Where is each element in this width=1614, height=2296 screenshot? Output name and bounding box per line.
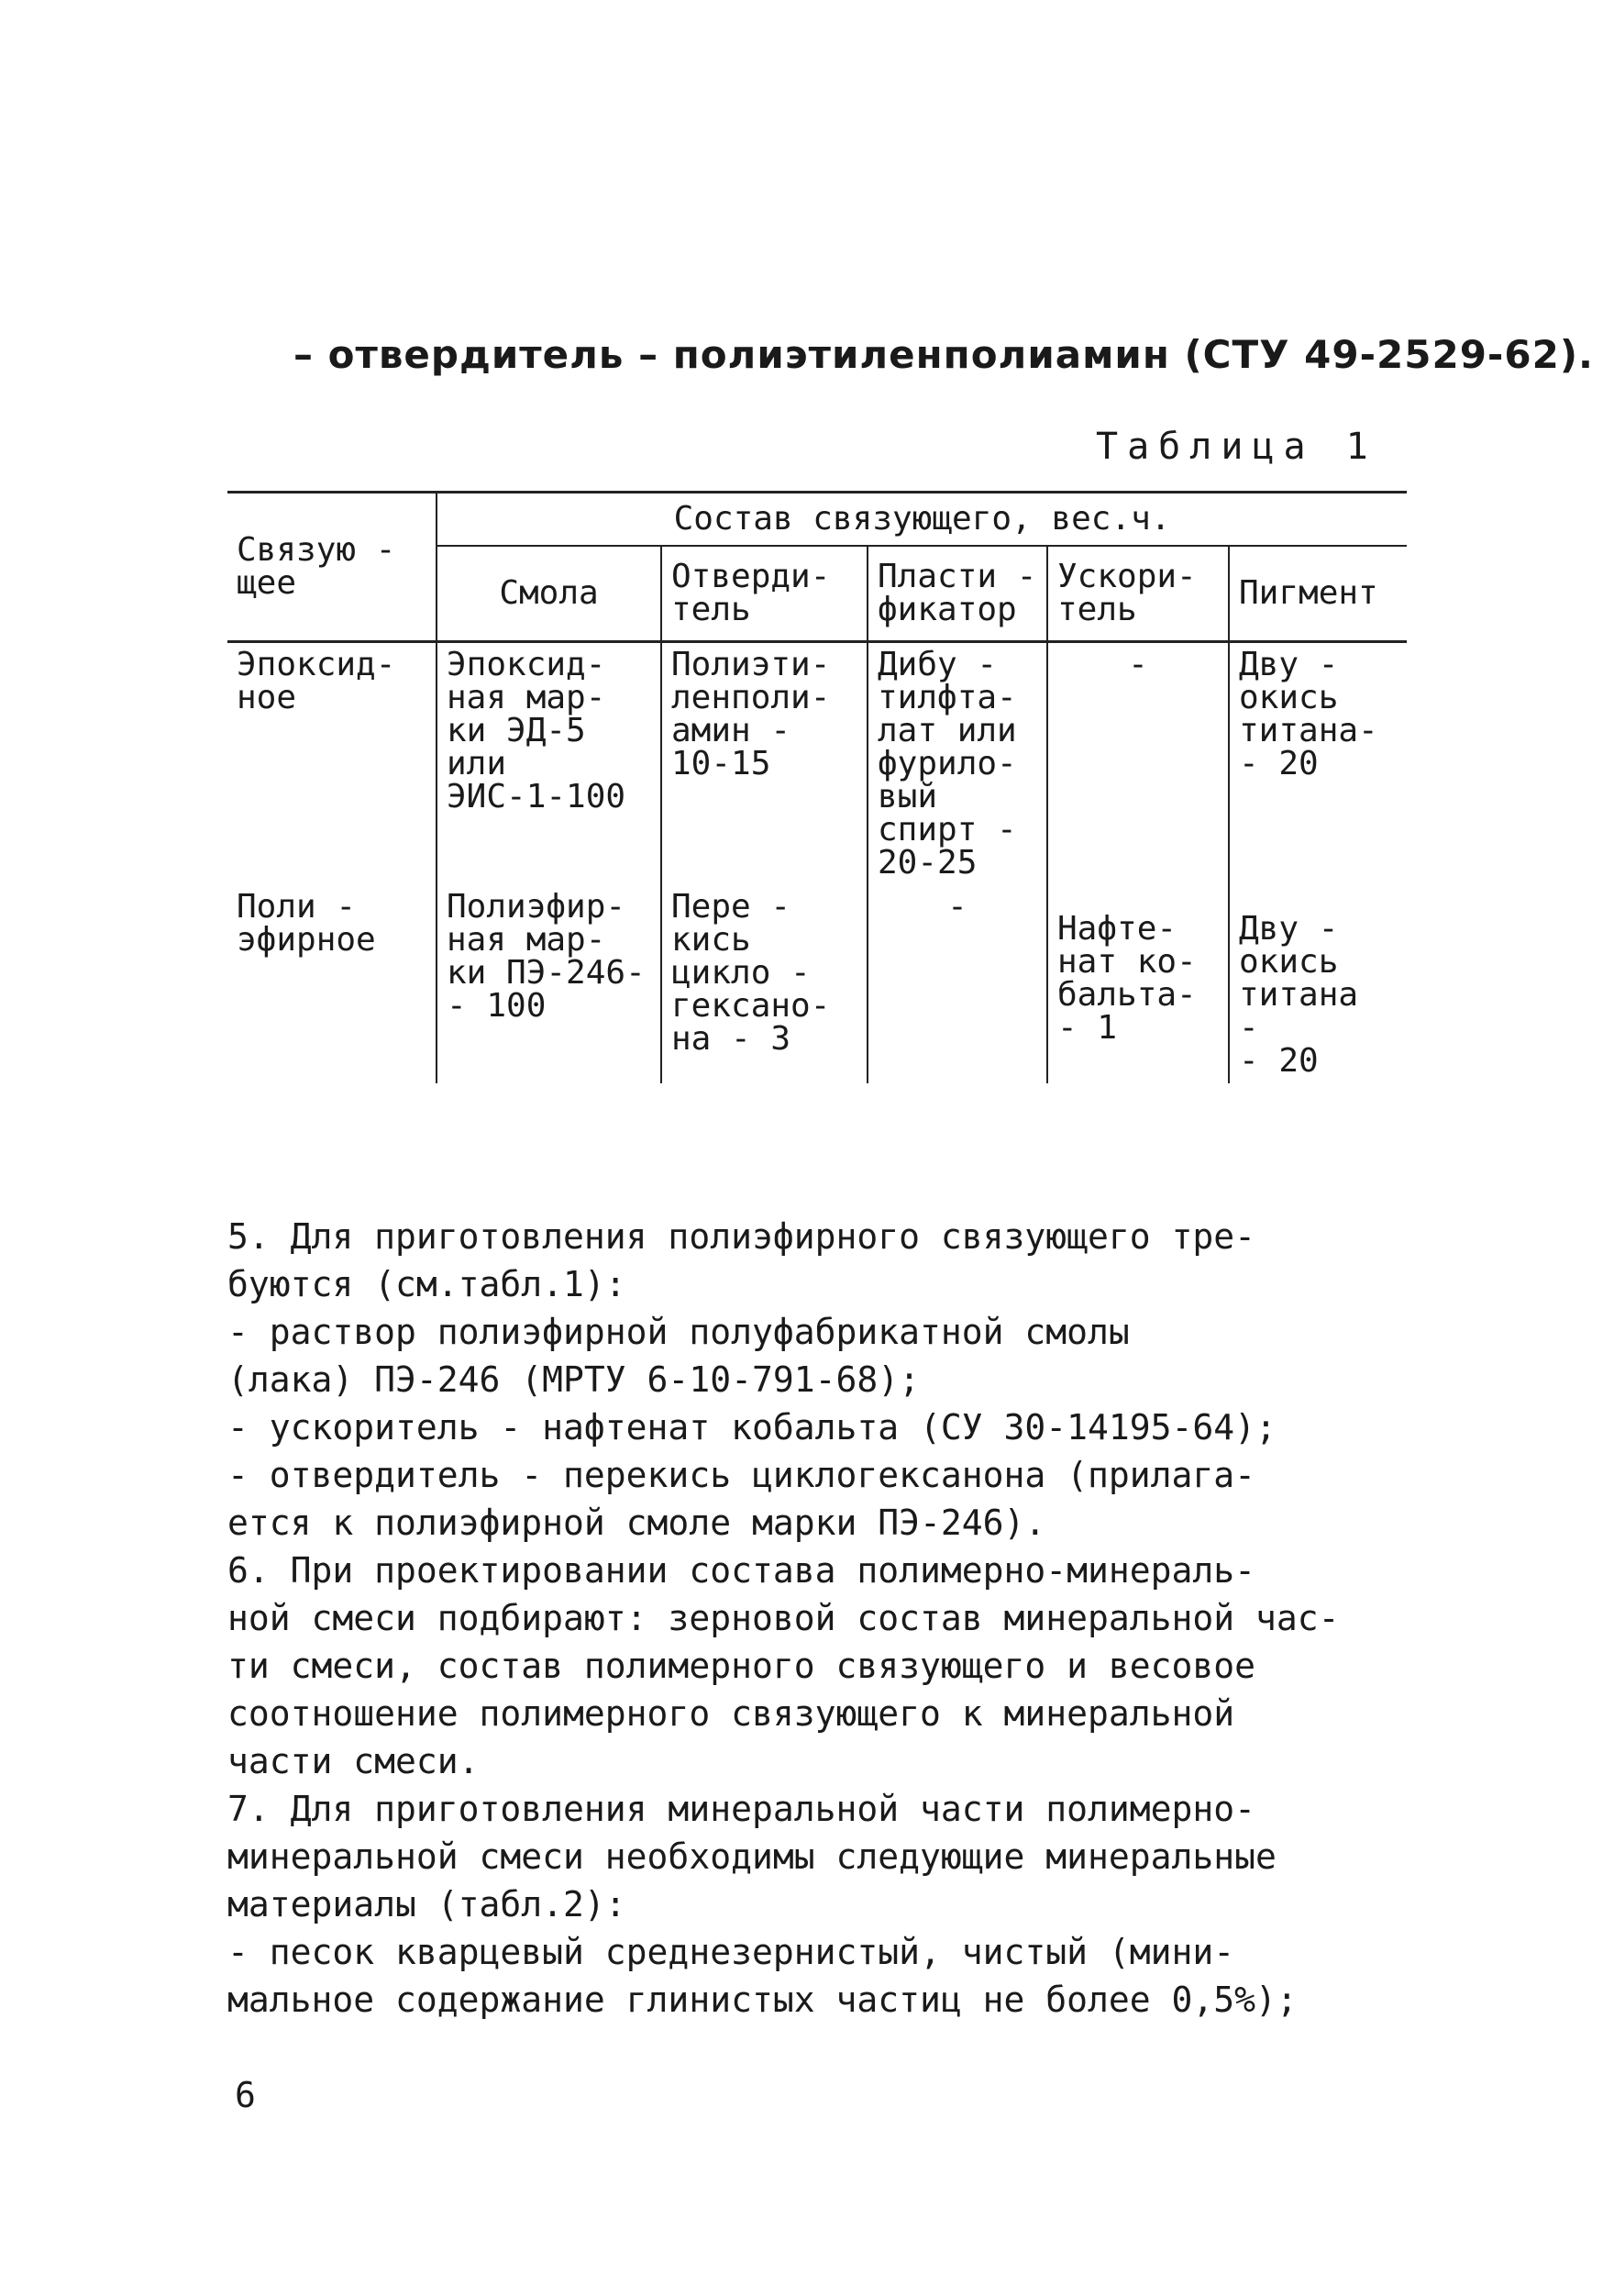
header-accelerator: Ускори- тель <box>1047 546 1229 641</box>
cell-binder: Поли - эфирное <box>237 887 376 959</box>
header-binder: Связую - щее <box>227 493 437 642</box>
cell-binder: Эпоксид- ное <box>237 645 396 716</box>
paragraph-line: 7. Для приготовления минеральной части полимерно- <box>227 1789 1256 1829</box>
cell-hardener: Полиэти- ленполи- амин - 10-15 <box>661 641 868 885</box>
header-hardener: Отверди- тель <box>661 546 868 641</box>
paragraph-line: мальное содержание глинистых частиц не более 0,5%); <box>227 1980 1298 2020</box>
paragraph-line: ется к полиэфирной смоле марки ПЭ-246). <box>227 1503 1046 1543</box>
cell-pigment: Дву - окись титана - - 20 <box>1229 885 1407 1083</box>
paragraph-line: 6. При проектировании состава полимерно-минераль- <box>227 1550 1256 1591</box>
table-row <box>227 885 1407 1083</box>
cell-resin: Полиэфир- ная мар- ки ПЭ-246- - 100 <box>437 885 661 1083</box>
paragraph-line: ной смеси подбирают: зерновой состав минеральной час- <box>227 1598 1340 1638</box>
composition-table <box>227 491 1407 1083</box>
paragraph-line: ти смеси, состав полимерного связующего и весовое <box>227 1646 1256 1686</box>
header-resin: Смола <box>437 546 661 641</box>
page-number: 6 <box>235 2075 256 2115</box>
paragraph-line: - ускоритель - нафтенат кобальта (СУ 30-14195-64); <box>227 1407 1277 1447</box>
table-caption: Таблица 1 <box>1096 426 1377 468</box>
cell-pigment: Дву - окись титана- - 20 <box>1229 641 1407 885</box>
cell-hardener: Пере - кись цикло - гексано- на - 3 <box>661 885 868 1083</box>
group-header: Состав связующего, вес.ч. <box>437 493 1407 547</box>
paragraph-line: минеральной смеси необходимы следующие минеральные <box>227 1836 1277 1877</box>
cell-accelerator: - <box>1047 641 1229 885</box>
paragraph-line: материалы (табл.2): <box>227 1884 626 1924</box>
cell-accelerator: Нафте- нат ко- бальта- - 1 <box>1047 885 1229 1083</box>
cell-plasticizer: Дибу - тилфта- лат или фурило- вый спирт - 20-25 <box>868 641 1047 885</box>
paragraph-line: - песок кварцевый среднезернистый, чистый (мини- <box>227 1932 1235 1972</box>
cell-plasticizer: - <box>868 885 1047 1083</box>
body-text <box>227 1213 1420 2024</box>
cell-resin: Эпоксид- ная мар- ки ЭД-5 или ЭИС-1-100 <box>437 641 661 885</box>
paragraph-line: буются (см.табл.1): <box>227 1264 626 1304</box>
paragraph-line: - отвердитель - перекись циклогексанона (прилага- <box>227 1455 1256 1495</box>
table-row <box>227 641 1407 885</box>
header-pigment: Пигмент <box>1229 546 1407 641</box>
paragraph-line: части смеси. <box>227 1741 480 1781</box>
paragraph-line: 5. Для приготовления полиэфирного связующего тре- <box>227 1216 1256 1257</box>
paragraph-line: - раствор полиэфирной полуфабрикатной смолы <box>227 1312 1130 1352</box>
paragraph-line: соотношение полимерного связующего к минеральной <box>227 1693 1235 1734</box>
header-plasticizer: Пласти - фикатор <box>868 546 1047 641</box>
paragraph-line: (лака) ПЭ-246 (МРТУ 6-10-791-68); <box>227 1359 920 1400</box>
intro-line: – отвердитель – полиэтиленполиамин (СТУ 49-2529-62). <box>293 332 1594 377</box>
